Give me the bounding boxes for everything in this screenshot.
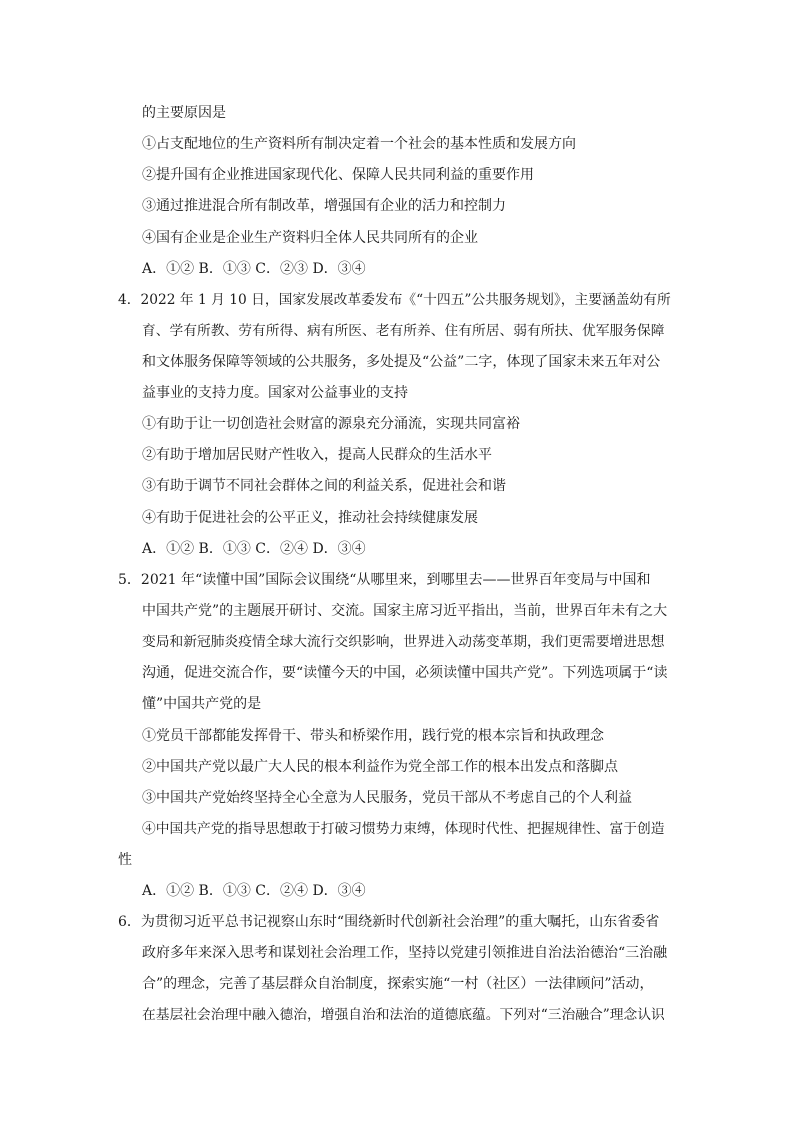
q4-stem-line-2: 育、学有所教、劳有所得、病有所医、老有所养、住有所居、弱有所扶、优军服务保障: [142, 323, 665, 339]
q5-stem-line-5: 懂”中国共产党的是: [142, 696, 262, 712]
q4-option-3: ③有助于调节不同社会群体之间的利益关系，促进社会和谐: [142, 478, 506, 494]
q5-option-2: ②中国共产党以最广大人民的根本利益作为党全部工作的根本出发点和落脚点: [142, 759, 618, 775]
q5-stem-line-1: 5．2021 年“读懂中国”国际会议围绕“从哪里来，到哪里去——世界百年变局与中国和: [118, 572, 651, 588]
q5-stem-line-2: 中国共产党”的主题展开研讨、交流。国家主席习近平指出，当前，世界百年未有之大: [142, 603, 668, 619]
q6-stem-line-3: 合”的理念，完善了基层群众自治制度，探索实施“一村（社区）一法律顾问”活动，: [142, 976, 654, 992]
q4-option-2: ②有助于增加居民财产性收入，提高人民群众的生活水平: [142, 447, 492, 463]
q4-answer-choices: A．①② B．①③ C．②④ D．③④: [142, 541, 366, 557]
q4-option-1: ①有助于让一切创造社会财富的源泉充分涌流，实现共同富裕: [142, 416, 520, 432]
q5-option-4: ④中国共产党的指导思想敢于打破习惯势力束缚，体现时代性、把握规律性、富于创造: [142, 821, 665, 837]
q5-option-4-wrap: 性: [118, 852, 132, 868]
q4-stem-line-4: 益事业的支持力度。国家对公益事业的支持: [142, 385, 408, 401]
q4-option-4: ④有助于促进社会的公平正义，推动社会持续健康发展: [142, 510, 478, 526]
q5-option-1: ①党员干部都能发挥骨干、带头和桥梁作用，践行党的根本宗旨和执政理念: [142, 728, 604, 744]
q3-option-1: ①占支配地位的生产资料所有制决定着一个社会的基本性质和发展方向: [142, 136, 576, 152]
q4-stem-line-1: 4．2022 年 1 月 10 日，国家发展改革委发布《“十四五”公共服务规划》，主要涵盖幼有所: [118, 292, 671, 308]
q6-stem-line-4: 在基层社会治理中融入德治，增强自治和法治的道德底蕴。下列对“三治融合”理念认识: [142, 1007, 665, 1023]
q4-stem-line-3: 和文体服务保障等领域的公共服务，多处提及“公益”二字，体现了国家未来五年对公: [142, 354, 661, 370]
q3-answer-choices: A．①② B．①③ C．②③ D．③④: [142, 261, 366, 277]
q3-option-3: ③通过推进混合所有制改革，增强国有企业的活力和控制力: [142, 198, 506, 214]
q3-option-4: ④国有企业是企业生产资料归全体人民共同所有的企业: [142, 230, 478, 246]
q6-stem-line-1: 6．为贯彻习近平总书记视察山东时“围绕新时代创新社会治理”的重大嘱托，山东省委省: [118, 914, 660, 930]
q5-stem-line-3: 变局和新冠肺炎疫情全球大流行交织影响，世界进入动荡变革期，我们更需要增进思想: [142, 634, 665, 650]
q3-option-2: ②提升国有企业推进国家现代化、保障人民共同利益的重要作用: [142, 167, 534, 183]
q5-stem-line-4: 沟通，促进交流合作，要“读懂今天的中国，必须读懂中国共产党”。下列选项属于“读: [142, 665, 668, 681]
q5-answer-choices: A．①② B．①③ C．②④ D．③④: [142, 883, 366, 899]
q5-option-3: ③中国共产党始终坚持全心全意为人民服务，党员干部从不考虑自己的个人利益: [142, 790, 632, 806]
q3-stem-continuation: 的主要原因是: [142, 105, 226, 121]
q6-stem-line-2: 政府多年来深入思考和谋划社会治理工作，坚持以党建引领推进自治法治德治“三治融: [142, 945, 668, 961]
